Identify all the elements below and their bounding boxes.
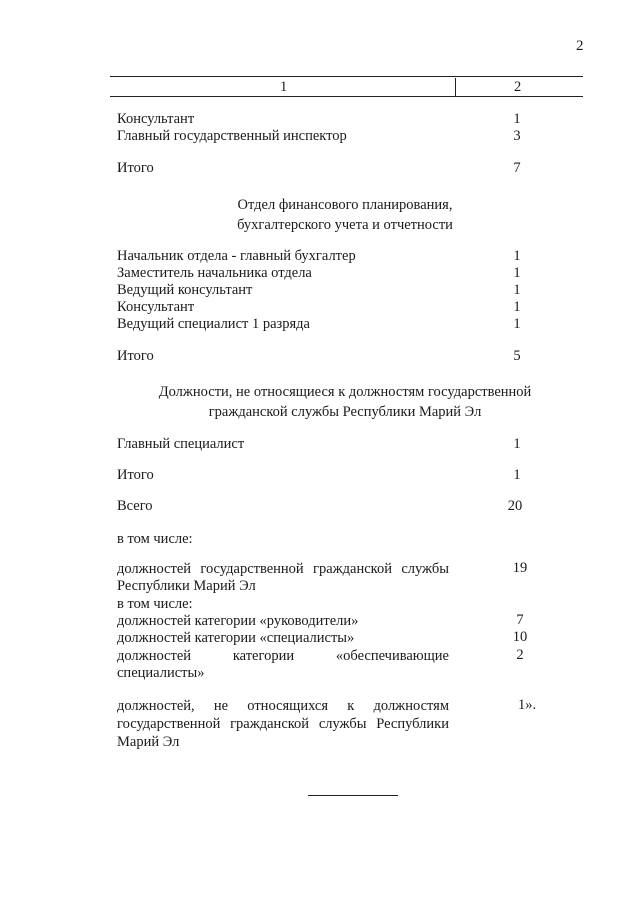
table-row	[117, 111, 527, 128]
support-category-value: 2	[516, 647, 524, 663]
table-row	[117, 128, 527, 145]
total-value: 7	[513, 160, 521, 176]
row-label: Консультант	[117, 111, 195, 127]
table-row	[117, 282, 527, 299]
category-value: 7	[516, 612, 524, 628]
row-label: Главный государственный инспектор	[117, 128, 347, 144]
non-civil-line2: государственной гражданской службы Республики	[117, 716, 449, 732]
row-label: Консультант	[117, 299, 195, 315]
total-row	[117, 160, 527, 177]
non-civil-line3: Марий Эл	[117, 734, 180, 750]
total-row	[117, 467, 527, 484]
column-header-2: 2	[514, 79, 522, 95]
row-label: Заместитель начальника отдела	[117, 265, 312, 281]
row-label: Начальник отдела - главный бухгалтер	[117, 248, 356, 264]
row-value: 3	[513, 128, 521, 144]
total-label: Итого	[117, 160, 154, 176]
including-label: в том числе:	[117, 531, 193, 547]
row-label: Ведущий консультант	[117, 282, 253, 298]
page-number: 2	[576, 38, 584, 54]
table-header-bottom-rule	[110, 96, 583, 97]
non-civil-line1: должностей, не относящихся к должностям	[117, 698, 449, 714]
category-label: должностей категории «руководители»	[117, 613, 359, 629]
table-row	[117, 265, 527, 282]
category-label: должностей категории «специалисты»	[117, 630, 355, 646]
column-header-1: 1	[280, 79, 288, 95]
table-header-separator	[455, 78, 456, 96]
total-value: 1	[513, 467, 521, 483]
support-category-line2: специалисты»	[117, 665, 205, 681]
row-value: 1	[513, 265, 521, 281]
table-row	[117, 316, 527, 333]
support-category-line1: должностей категории «обеспечивающие	[117, 648, 449, 664]
row-value: 1	[513, 436, 521, 452]
civil-service-line1: должностей государственной гражданской службы	[117, 561, 449, 577]
row-value: 1	[513, 316, 521, 332]
row-value: 1	[513, 248, 521, 264]
section-title-line: бухгалтерского учета и отчетности	[237, 217, 453, 233]
row-value: 1	[513, 282, 521, 298]
non-civil-value: 1».	[517, 697, 537, 713]
grand-total-row	[117, 498, 527, 515]
including-label-2: в том числе:	[117, 596, 193, 612]
civil-service-value: 19	[512, 560, 528, 576]
grand-total-value: 20	[507, 498, 523, 514]
total-label: Итого	[117, 467, 154, 483]
section-title-line: Должности, не относящиеся к должностям государственной	[158, 384, 532, 400]
row-value: 1	[513, 111, 521, 127]
row-label: Ведущий специалист 1 разряда	[117, 316, 310, 332]
section-title-line: гражданской службы Республики Марий Эл	[208, 404, 482, 420]
total-value: 5	[513, 348, 521, 364]
table-row	[117, 436, 527, 453]
section-title	[110, 195, 580, 235]
row-label: Главный специалист	[117, 436, 245, 452]
section-title-line: Отдел финансового планирования,	[237, 197, 453, 213]
row-value: 1	[513, 299, 521, 315]
table-row	[117, 248, 527, 265]
total-row	[117, 348, 527, 365]
table-header-top-rule	[110, 76, 583, 77]
grand-total-label: Всего	[117, 498, 153, 514]
section-title	[110, 382, 580, 422]
closing-rule	[308, 795, 398, 796]
category-value: 10	[512, 629, 528, 645]
civil-service-line2: Республики Марий Эл	[117, 578, 256, 594]
table-row	[117, 299, 527, 316]
total-label: Итого	[117, 348, 154, 364]
